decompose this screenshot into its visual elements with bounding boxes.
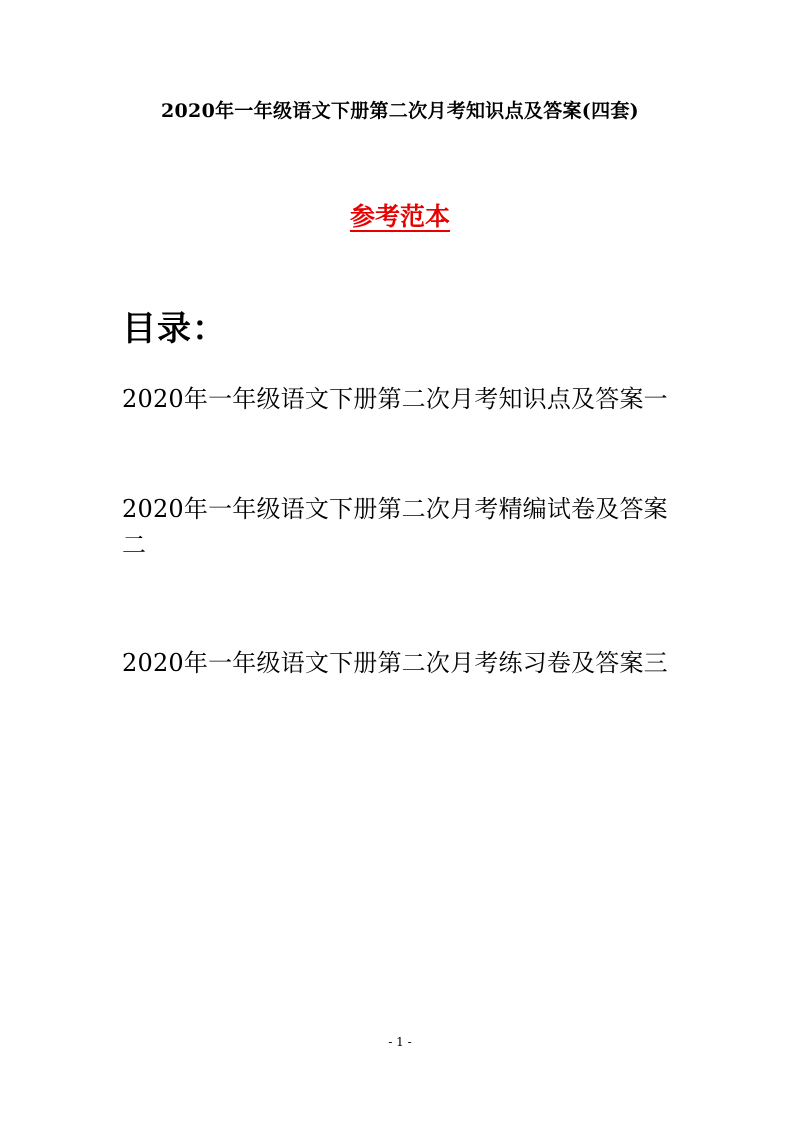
- page-number: - 1 -: [388, 1035, 412, 1049]
- toc-heading: 目录：: [122, 309, 227, 349]
- document-title: 2020年一年级语文下册第二次月考知识点及答案(四套): [161, 100, 639, 122]
- toc-item: 2020年一年级语文下册第二次月考练习卷及答案三: [122, 649, 668, 677]
- reference-subtitle-text: 参考范本: [349, 202, 450, 231]
- toc-item: 2020年一年级语文下册第二次月考知识点及答案一: [122, 385, 668, 413]
- toc-item: 2020年一年级语文下册第二次月考精编试卷及答案二: [122, 495, 668, 559]
- reference-subtitle: [0, 197, 800, 233]
